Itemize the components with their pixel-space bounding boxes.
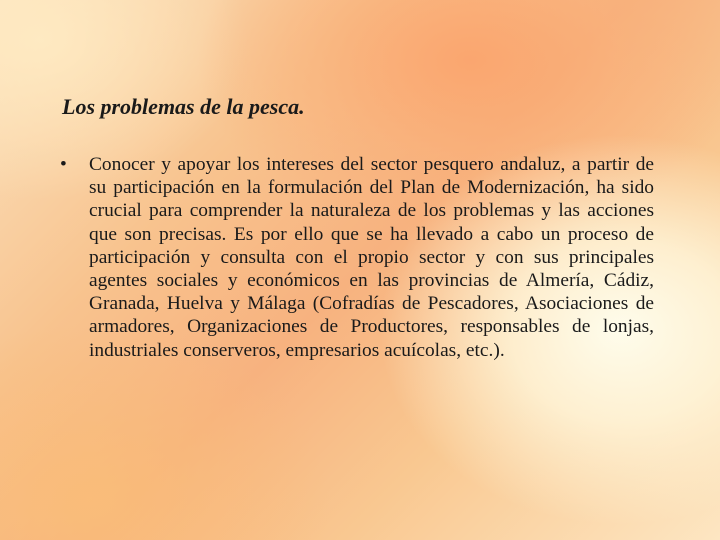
bullet-marker: •	[60, 154, 67, 175]
bullet-text: Conocer y apoyar los intereses del sector pesquero andaluz, a partir de su participación en la formulación del Plan de Modernización, ha sido crucial para comprender la naturaleza de los problemas y las acciones que son precisas. Es por ello que se ha llevado a cabo un proceso de participación y consulta con el propio sector y con sus principales agentes sociales y económicos en las provincias de Almería, Cádiz, Granada, Huelva y Málaga (Cofradías de Pescadores, Asociaciones de armadores, Organizaciones de Productores, responsables de lonjas, industriales conserveros, empresarios acuícolas, etc.).	[89, 154, 654, 361]
bullet-item	[60, 153, 654, 362]
bullet-list	[60, 153, 654, 362]
slide-title: Los problemas de la pesca.	[62, 94, 305, 119]
